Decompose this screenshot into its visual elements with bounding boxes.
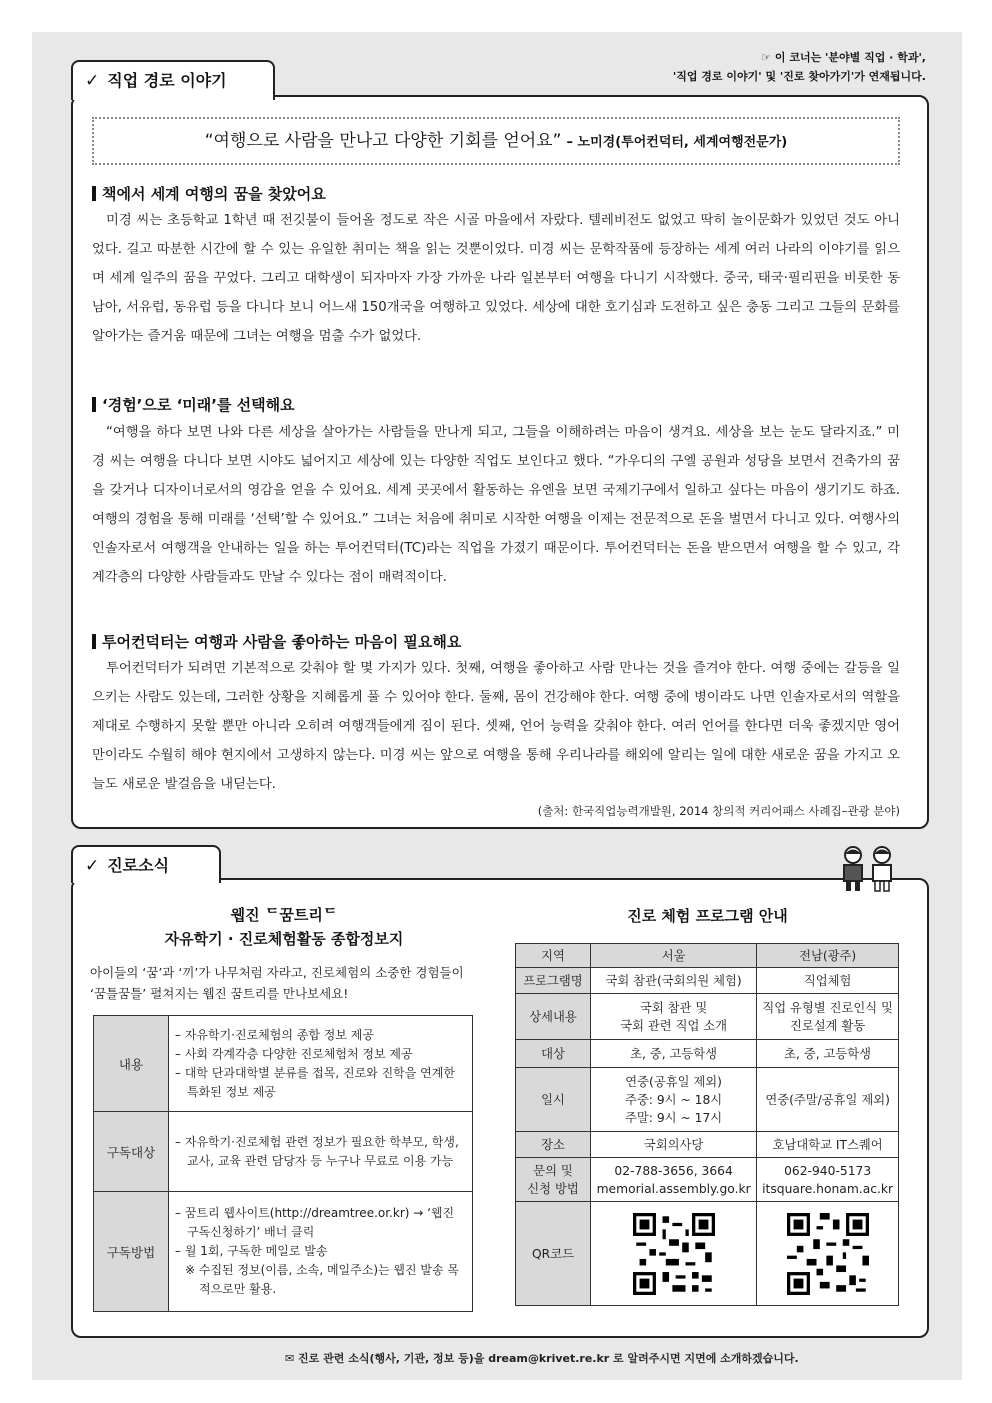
headline-quote: “여행으로 사람을 만나고 다양한 기회를 얻어요”: [204, 131, 562, 151]
section-1-title: [92, 183, 326, 204]
row-value: [169, 1112, 473, 1192]
webzine-title: [94, 903, 474, 951]
header-cell: 전남(광주): [757, 944, 899, 968]
table-row: [516, 1158, 899, 1202]
header-cell: 지역: [516, 944, 591, 968]
story-tab-label: 직업 경로 이야기: [107, 71, 227, 90]
section-2-body: “여행을 하다 보면 나와 다른 세상을 살아가는 사람들을 만나게 되고, 그들을 이해하려는 마음이 생겨요. 세상을 보는 눈도 달라지죠.” 미경 씨는 여행을 다니다 보면 시야도 넓어지고 세상에 있는 다양한 직업도 보인다고 했다. “가우디의 구엘 공원과 성당을 보면서 건축가의 꿈을 갖거나 디자이너로서의 영감을 얻을 수 있어요. 세계 곳곳에서 활동하는 유엔을 보면 국제기구에서 일하고 싶다는 마음이 생기기도 하죠. 여행의 경험을 통해 미래를 ‘선택’할 수 있어요.” 그녀는 처음에 취미로 시작한 여행을 이제는 전문적으로 돈을 벌면서 다니고 있다. 여행사의 인솔자로서 여행객을 안내하는 일을 하는 투어컨덕터(TC)라는 직업을 가졌기 때문이다. 투어컨덕터는 돈을 받으면서 여행을 할 수 있고, 각계각층의 다양한 사람들과도 만날 수 있다는 점이 매력적이다.: [92, 425, 900, 585]
program-title: 진로 체험 프로그램 안내: [627, 907, 788, 925]
webzine-title-line-1: 웹진 ᄃ꿈트리ᄃ: [230, 906, 338, 924]
table-header-row: [516, 944, 899, 968]
list-item: – 꿈트리 웹사이트(http://dreamtree.or.kr) → ‘웹진 구독신청하기’ 배너 클릭: [175, 1206, 455, 1239]
cell-seoul: 초, 중, 고등학생: [591, 1040, 757, 1068]
list-item: – 자유학기·진로체험 관련 정보가 필요한 학부모, 학생, 교사, 교육 관련 담당자 등 누구나 무료로 이용 가능: [175, 1134, 459, 1168]
bullet-bar-icon: [92, 397, 96, 412]
row-key: 프로그램명: [516, 968, 591, 994]
cell-jeonnam: 초, 중, 고등학생: [757, 1040, 899, 1068]
row-key: 상세내용: [516, 994, 591, 1040]
table-row: [516, 994, 899, 1040]
cell-jeonnam: 연중(주말/공휴일 제외): [757, 1068, 899, 1132]
section-2-title: [92, 394, 295, 415]
bullet-bar-icon: [92, 634, 96, 649]
headline-byline: – 노미경(투어컨덕터, 세계여행전문가): [566, 135, 788, 150]
list-item: – 대학 단과대학별 분류를 접목, 진로와 진학을 연계한 특화된 정보 제공: [175, 1065, 455, 1099]
row-value: [169, 1016, 473, 1112]
section-1-body: 미경 씨는 초등학교 1학년 때 전깃불이 들어올 정도로 작은 시골 마을에서 자랐다. 텔레비전도 없었고 딱히 놀이문화가 있었던 것도 아니었다. 길고 따분한 시간에 할 수 있는 유일한 취미는 책을 읽는 것뿐이었다. 미경 씨는 문학작품에 등장하는 세계 여러 나라의 이야기를 읽으며 세계 일주의 꿈을 꾸었다. 그리고 대학생이 되자마자 가장 가까운 나라 일본부터 여행을 다니기 시작했다. 중국, 태국·필리핀을 비롯한 동남아, 서유럽, 동유럽 등을 다니다 보니 어느새 150개국을 여행하고 있었다. 세상에 대한 호기심과 도전하고 싶은 충동 그리고 그들의 문화를 알아가는 즐거움 때문에 그녀는 여행을 멈출 수가 없었다.: [92, 213, 900, 344]
news-tab: [71, 845, 221, 883]
cell-seoul: 국회 참관 및 국회 관련 직업 소개: [591, 994, 757, 1040]
cell-jeonnam: 062-940-5173 itsquare.honam.ac.kr: [757, 1158, 899, 1202]
series-note-line-1: ☞ 이 코너는 '분야별 직업 · 학과',: [761, 51, 926, 64]
cell-jeonnam: 호남대학교 IT스퀘어: [757, 1132, 899, 1158]
webzine-title-line-2: 자유학기 · 진로체험활동 종합정보지: [164, 930, 404, 948]
table-row: [516, 1040, 899, 1068]
table-row: [516, 1068, 899, 1132]
table-row: [94, 1112, 473, 1192]
qr-code-icon[interactable]: [787, 1213, 869, 1295]
cell-seoul: 국회의사당: [591, 1132, 757, 1158]
row-key: 내용: [94, 1016, 169, 1112]
check-icon: ✓: [85, 71, 100, 91]
source-citation: (출처: 한국직업능력개발원, 2014 창의적 커리어패스 사례집–관광 분야): [537, 804, 900, 818]
table-row: [516, 1132, 899, 1158]
table-row: [516, 968, 899, 994]
cell-jeonnam: 직업 유형별 진로인식 및 진로설계 활동: [757, 994, 899, 1040]
section-3-title: [92, 631, 461, 652]
check-icon: ✓: [85, 856, 100, 876]
cell-seoul: 국회 참관(국회의원 체험): [591, 968, 757, 994]
privacy-note: ※ 수집된 정보(이름, 소속, 메일주소)는 웹진 발송 목적으로만 활용.: [185, 1263, 459, 1296]
row-key: 장소: [516, 1132, 591, 1158]
table-row: [516, 1202, 899, 1306]
row-key: 구독대상: [94, 1112, 169, 1192]
series-note: [673, 48, 926, 86]
students-icon: [838, 845, 898, 893]
section-2-title-text: ‘경험’으로 ‘미래’를 선택해요: [102, 396, 295, 414]
program-table: [515, 943, 899, 1306]
section-1-title-text: 책에서 세계 여행의 꿈을 찾았어요: [102, 185, 326, 203]
table-row: [94, 1016, 473, 1112]
row-value: [169, 1192, 473, 1312]
list-item: – 월 1회, 구독한 메일로 발송: [175, 1244, 328, 1258]
footer-contact-note: ✉ 진로 관련 소식(행사, 기관, 정보 등)을 dream@krivet.re.kr 로 알려주시면 지면에 소개하겠습니다.: [285, 1352, 799, 1365]
row-key: 구독방법: [94, 1192, 169, 1312]
row-key: QR코드: [516, 1202, 591, 1306]
webzine-intro: 아이들의 ‘꿈’과 ‘끼’가 나무처럼 자라고, 진로체험의 소중한 경험들이 ‘꿈틀꿈틀’ 펼쳐지는 웹진 꿈트리를 만나보세요!: [90, 965, 464, 1001]
series-note-line-2: '직업 경로 이야기' 및 '진로 찾아가기'가 연재됩니다.: [672, 70, 926, 83]
cell-jeonnam: 직업체험: [757, 968, 899, 994]
row-key: 문의 및 신청 방법: [516, 1158, 591, 1202]
list-item: – 사회 각계각층 다양한 진로체험처 정보 제공: [175, 1046, 413, 1061]
webzine-info-table: [93, 1015, 473, 1312]
news-tab-label: 진로소식: [107, 856, 170, 875]
section-3-title-text: 투어컨덕터는 여행과 사람을 좋아하는 마음이 필요해요: [102, 633, 462, 651]
cell-seoul: 연중(공휴일 제외) 주중: 9시 ~ 18시 주말: 9시 ~ 17시: [591, 1068, 757, 1132]
row-key: 일시: [516, 1068, 591, 1132]
table-row: [94, 1192, 473, 1312]
headline-box: [92, 117, 900, 165]
cell-jeonnam: [757, 1202, 899, 1306]
cell-seoul: 02-788-3656, 3664 memorial.assembly.go.kr: [591, 1158, 757, 1202]
header-cell: 서울: [591, 944, 757, 968]
section-3-body: 투어컨덕터가 되려면 기본적으로 갖춰야 할 몇 가지가 있다. 첫째, 여행을 좋아하고 사람 만나는 것을 즐겨야 한다. 여행 중에는 갈등을 일으키는 사람도 있는데, 그러한 상황을 지혜롭게 풀 수 있어야 한다. 둘째, 몸이 건강해야 한다. 여행 중에 병이라도 나면 인솔자로서의 역할을 제대로 수행하지 못할 뿐만 아니라 오히려 여행객들에게 짐이 된다. 셋째, 언어 능력을 갖춰야 한다. 여러 언어를 한다면 더욱 좋겠지만 영어만이라도 수월히 해야 현지에서 고생하지 않는다. 미경 씨는 앞으로 여행을 통해 우리나라를 해외에 알리는 일에 대한 새로운 꿈을 가지고 오늘도 새로운 발걸음을 내딛는다.: [92, 661, 900, 792]
qr-code-icon[interactable]: [633, 1213, 715, 1295]
cell-seoul: [591, 1202, 757, 1306]
list-item: – 자유학기·진로체험의 종합 정보 제공: [175, 1027, 374, 1042]
row-key: 대상: [516, 1040, 591, 1068]
bullet-bar-icon: [92, 186, 96, 201]
story-tab: [71, 60, 275, 100]
